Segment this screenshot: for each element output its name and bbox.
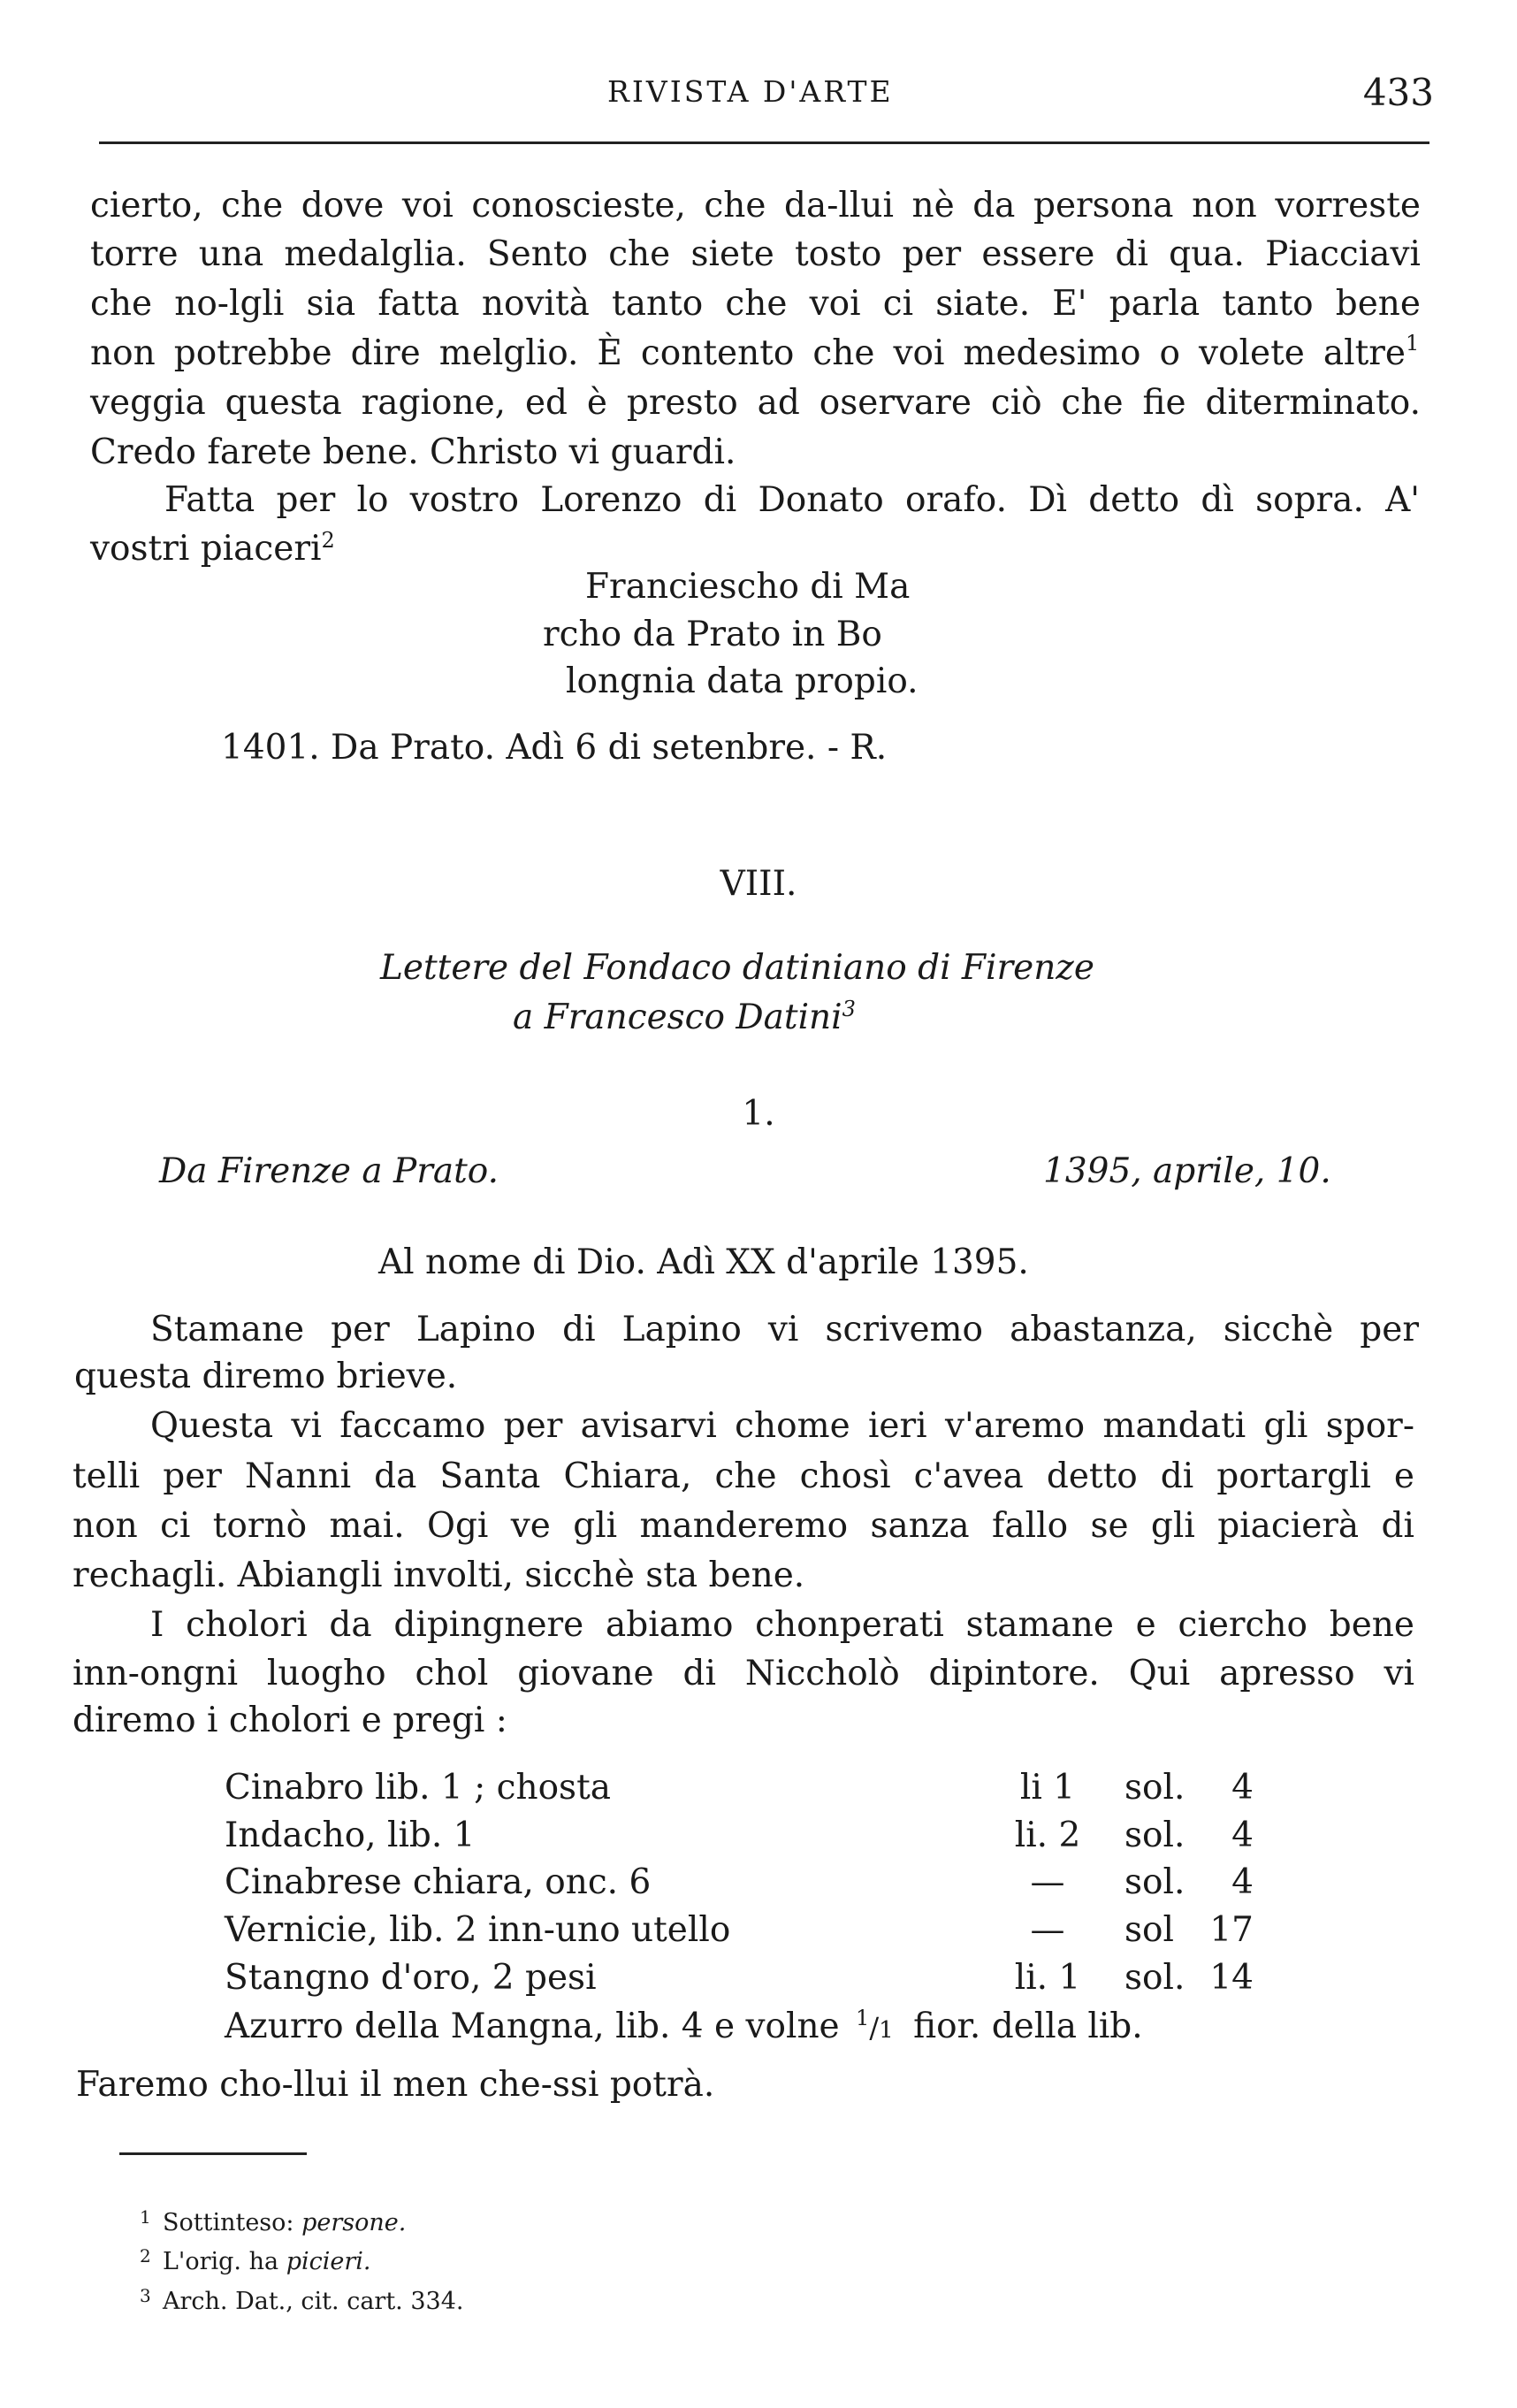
price-lire: — (1030, 1910, 1065, 1950)
letter-end-line (90, 333, 1406, 373)
price-lire: li. 2 (1014, 1816, 1081, 1855)
received-note: 1401. Da Prato. Adì 6 di setenbre. - R. (221, 728, 888, 768)
footnote-ref: 3 (842, 997, 856, 1021)
paragraph-line: telli per Nanni da Santa Chiara, che chosì c'avea detto di portargli e (72, 1456, 1414, 1496)
letter-end-line: veggia questa ragione, ed è presto ad oservare ciò che fie diterminato. (90, 383, 1421, 423)
letter-number: 1. (742, 1094, 775, 1134)
letter-end-line: che no-lgli sia fatta novità tanto che voi ci siate. E' parla tanto bene (90, 284, 1421, 324)
letter-place: Da Firenze a Prato. (159, 1151, 499, 1191)
paragraph-line: questa diremo brieve. (74, 1357, 458, 1396)
price-sol-label: sol. (1124, 1816, 1185, 1855)
price-row-azure (225, 2006, 1143, 2046)
price-amount: 4 (1231, 1816, 1254, 1855)
paragraph-line: I cholori da dipingnere abiamo chonperati stamane e ciercho bene (150, 1605, 1414, 1645)
fraction-numerator: 1 (856, 2006, 870, 2030)
price-item: Cinabrese chiara, onc. 6 (225, 1862, 652, 1902)
address-line: longnia data propio. (566, 661, 919, 701)
price-item: Cinabro lib. 1 ; chosta (225, 1768, 611, 1808)
paragraph-line: diremo i cholori e pregi : (72, 1701, 507, 1740)
paragraph-line: inn-ongni luogho chol giovane di Niccholò dipintore. Qui apresso vi (72, 1654, 1414, 1693)
running-header (99, 71, 1434, 118)
paragraph-line: non ci tornò mai. Ogi ve gli manderemo sanza fallo se gli piacierà di (72, 1506, 1414, 1546)
footnote (140, 2287, 463, 2313)
address-line: rcho da Prato in Bo (543, 615, 882, 654)
price-sol-label: sol. (1124, 1862, 1185, 1902)
footnote-number: 3 (140, 2285, 151, 2306)
price-item: Indacho, lib. 1 (225, 1816, 476, 1855)
section-title-text: a Francesco Datini (513, 998, 842, 1037)
footnote-number: 2 (140, 2245, 151, 2267)
footnote (140, 2208, 406, 2235)
azure-text-after: fior. della lib. (913, 2007, 1143, 2046)
price-item: Vernicie, lib. 2 inn-uno utello (225, 1910, 731, 1950)
signoff-text: vostri piaceri (90, 529, 322, 569)
letter-end-line: torre una medalglia. Sento che siete tosto per essere di qua. Piacciavi (90, 234, 1421, 274)
footnote (140, 2247, 370, 2274)
azure-text: Azurro della Mangna, lib. 4 e volne (225, 2007, 840, 2046)
section-title-line2 (513, 997, 856, 1037)
footnote-number: 1 (140, 2206, 151, 2228)
letter-date: 1395, aprile, 10. (1043, 1151, 1331, 1191)
price-item: Stangno d'oro, 2 pesi (225, 1958, 597, 1998)
footnote-text: L'orig. ha (163, 2248, 279, 2275)
running-title: RIVISTA D'ARTE (607, 74, 894, 109)
price-sol-label: sol. (1124, 1958, 1185, 1998)
footnote-text: Sottinteso: (163, 2209, 294, 2236)
price-amount: 17 (1209, 1910, 1254, 1950)
letter-end-line: Credo farete bene. Christo vi guardi. (90, 432, 736, 472)
footnote-italic: picieri. (286, 2248, 371, 2275)
fraction-denominator: 1 (879, 2017, 894, 2044)
footnote-text: Arch. Dat., cit. cart. 334. (163, 2288, 464, 2315)
section-title: Lettere del Fondaco datiniano di Firenze (380, 948, 1094, 988)
signoff-line (90, 528, 335, 569)
section-number: VIII. (720, 864, 797, 904)
price-sol-label: sol (1124, 1910, 1174, 1950)
address-line: Francieschо di Ma (585, 567, 911, 607)
price-amount: 4 (1231, 1768, 1254, 1808)
azure-fraction: $^1$/1 (856, 2006, 894, 2045)
price-lire: li 1 (1019, 1768, 1076, 1808)
closing-line: Faremo cho-llui il men che-ssi potrà. (76, 2065, 715, 2105)
signoff-line: Fatta per lo vostro Lorenzo di Donato orafo. Dì detto dì sopra. A' (164, 480, 1420, 520)
price-amount: 14 (1209, 1958, 1254, 1998)
salutation: Al nome di Dio. Adì XX d'aprile 1395. (378, 1242, 1029, 1282)
document-page: RIVISTA D'ARTE 433 cierto, che dove voi conoscieste, che da-llui nè da persona non vorreste torre una medalglia. Sento che siete tosto per essere di qua. Piacciavi che no-lgli sia fatta novità tanto che voi ci siate. E' parla tanto bene non potrebbe dire melglio. È contento che voi medesimo o volete altre 1 veggia questa ragione, ed è presto ad oservare ciò che fie diterminato. Credo farete bene. Christo vi guardi. Fatta per lo vostro Lorenzo di Donato orafo. Dì detto dì sopra. A' vostri piaceri$^2$ Francieschо di Ma rcho da Prato in Bo longnia data propio. 1401. Da Prato. Adì 6 di setenbre. - R. VIII. Lettere del Fondaco datiniano di Firenze a Francesco Datini$^3$ 1. Da Firenze a Prato. 1395, aprile, 10. Al nome di Dio. Adì XX d'aprile 1395. Stamane per Lapino di Lapino vi scrivemo abastanza, sicchè per questa diremo brieve. Questa vi faccamo per avisarvi chome ieri v'aremo mandati gli spor- telli per Nanni da Santa Chiara, che chosì c'avea detto di portargli e non ci tornò mai. Ogi ve gli manderemo sanza fallo se gli piacierà di rechagli. Abiangli involti, sicchè sta bene. I cholori da dipingnere abiamo chonperati stamane e ciercho bene inn-ongni luogho chol giovane di Niccholò dipintore. Qui apresso vi diremo i cholori e pregi : Cinabro lib. 1 ; chosta li 1 sol. 4 Indacho, lib. 1 li. 2 sol. 4 Cinabrese chiara, onc. 6 — sol. 4 Vernicie, lib. 2 inn-uno utello — sol 17 Stangno d'oro, 2 pesi li. 1 sol. 14 Azurro della Mangna, lib. 4 e volne $^1$/1 fior. della lib. Faremo cho-llui il men che-ssi potrà. 1 Sottinteso: persone. 2 L'orig. ha picieri. 3 Arch. Dat., cit. cart. 334. (0, 0, 1517, 2408)
footnote-ref: 2 (321, 528, 335, 553)
price-lire: — (1030, 1862, 1065, 1902)
letter-end-line-text: non potrebbe dire melglio. È contento che voi medesimo o volete altre (90, 333, 1406, 373)
footnote-italic: persone. (301, 2209, 407, 2236)
price-sol-label: sol. (1124, 1768, 1185, 1808)
paragraph-line: Stamane per Lapino di Lapino vi scrivemo abastanza, sicchè per (150, 1310, 1419, 1349)
paragraph-line: Questa vi faccamo per avisarvi chome ieri v'aremo mandati gli spor- (150, 1406, 1414, 1446)
header-rule (99, 141, 1429, 144)
paragraph-line: rechagli. Abiangli involti, sicchè sta bene. (72, 1556, 805, 1595)
footnote-rule (119, 2152, 307, 2155)
page-number: 433 (1362, 71, 1434, 114)
price-amount: 4 (1231, 1862, 1254, 1902)
letter-end-line: cierto, che dove voi conoscieste, che da-llui nè da persona non vorreste (90, 186, 1421, 226)
price-lire: li. 1 (1014, 1958, 1081, 1998)
